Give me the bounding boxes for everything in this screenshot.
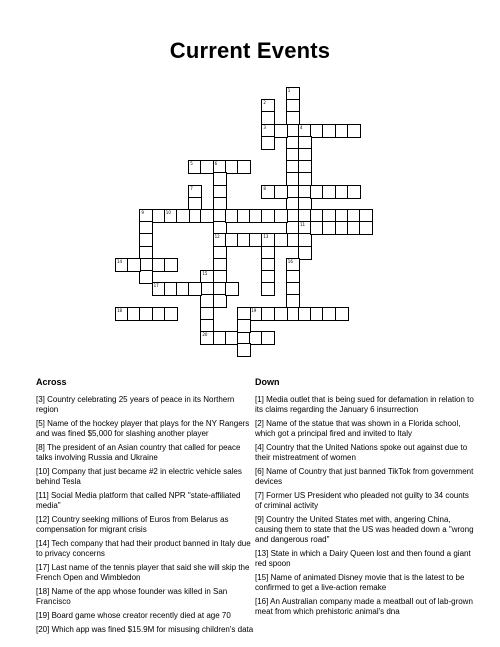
crossword-cell[interactable]	[274, 185, 288, 199]
crossword-cell[interactable]	[237, 343, 251, 357]
cell-number: 1	[287, 88, 291, 93]
cell-number: 13	[263, 234, 269, 240]
clue-text: Which app was fined $15.9M for misusing children's data	[49, 625, 254, 634]
clue-text: Country the United States met with, angering China, causing them to state that the US was headed down a "wrong and dangerous road"	[255, 515, 474, 544]
clue-text: Country celebrating 25 years of peace in its Northern region	[36, 395, 235, 414]
across-clue-list	[36, 395, 256, 639]
crossword-cell[interactable]	[335, 307, 349, 321]
page-title: Current Events	[169, 38, 331, 63]
clue-number: [9]	[255, 515, 264, 524]
crossword-cell[interactable]	[274, 124, 288, 138]
across-clue	[36, 443, 256, 463]
crossword-cell[interactable]	[261, 331, 275, 345]
clue-number: [1]	[255, 395, 264, 404]
cell-number: 16	[287, 258, 293, 264]
cell-number: 17	[153, 283, 159, 289]
down-clue-list	[255, 395, 475, 621]
clue-text: Company that just became #2 in electric vehicle sales behind Tesla	[36, 467, 242, 486]
clue-text: Media outlet that is being sued for defamation in relation to its claims regarding the January 6 insurrection	[255, 395, 474, 414]
clue-number: [2]	[255, 419, 264, 428]
clue-number: [17]	[36, 563, 50, 572]
clue-number: [18]	[36, 587, 50, 596]
clue-text: Board game whose creator recently died at age 70	[49, 611, 231, 620]
clue-text: Name of the statue that was shown in a Florida school, which got a principal fired and invited to Italy	[255, 419, 461, 438]
clue-text: An Australian company made a meatball out of lab-grown meat from which prehistoric animal's dna	[255, 597, 473, 616]
clue-number: [7]	[255, 491, 264, 500]
down-clue	[255, 467, 475, 487]
across-clue	[36, 539, 256, 559]
clue-number: [13]	[255, 549, 269, 558]
down-clue	[255, 549, 475, 569]
crossword-cell[interactable]	[176, 209, 190, 223]
clue-number: [15]	[255, 573, 269, 582]
crossword-cell[interactable]	[200, 209, 214, 223]
clue-number: [11]	[36, 491, 49, 500]
crossword-cell[interactable]	[261, 282, 275, 296]
clue-text: Name of animated Disney movie that is the latest to be confirmed to get a live-action remake	[255, 573, 465, 592]
clue-number: [16]	[255, 597, 269, 606]
cell-number: 2	[263, 100, 266, 106]
across-clue	[36, 611, 256, 621]
crossword-cell[interactable]	[164, 258, 178, 272]
cell-number: 12	[214, 234, 220, 240]
crossword-cell[interactable]	[127, 258, 141, 272]
down-clue	[255, 515, 475, 545]
crossword-cell[interactable]	[359, 221, 373, 235]
cell-number: 19	[251, 307, 257, 313]
cell-number: 18	[117, 307, 123, 313]
down-clue	[255, 573, 475, 593]
crossword-cell[interactable]	[274, 209, 288, 223]
cell-number: 15	[202, 271, 208, 276]
cell-number: 5	[190, 161, 193, 167]
clue-number: [8]	[36, 443, 45, 452]
clue-number: [14]	[36, 539, 50, 548]
clue-number: [3]	[36, 395, 45, 404]
clue-number: [5]	[36, 419, 45, 428]
crossword-cell[interactable]	[237, 319, 251, 333]
cell-number: 10	[165, 210, 171, 215]
across-clue	[36, 419, 256, 439]
crossword-cell[interactable]	[298, 246, 312, 260]
clue-text: State in which a Dairy Queen lost and then found a giant red spoon	[255, 549, 471, 568]
down-clue	[255, 395, 475, 415]
cell-number: 7	[190, 185, 193, 191]
down-clue	[255, 443, 475, 463]
across-clue	[36, 625, 256, 635]
clue-text: Country that the United Nations spoke out against due to their mistreatment of women	[255, 443, 468, 462]
down-clue	[255, 419, 475, 439]
cell-number: 20	[202, 332, 208, 337]
crossword-cell[interactable]	[274, 307, 288, 321]
crossword-cell[interactable]	[347, 185, 361, 199]
clue-number: [6]	[255, 467, 264, 476]
crossword-cell[interactable]	[274, 233, 288, 247]
clue-text: Name of the app whose founder was killed in San Francisco	[36, 587, 228, 606]
across-clue	[36, 491, 256, 511]
clue-text: Name of Country that just banned TikTok from government devices	[255, 467, 474, 486]
cell-number: 3	[263, 124, 266, 130]
crossword-cell[interactable]	[237, 160, 251, 174]
crossword-cell[interactable]	[261, 136, 275, 150]
across-clue	[36, 563, 256, 583]
crossword-cell[interactable]	[347, 124, 361, 138]
crossword-cell[interactable]	[164, 307, 178, 321]
clue-number: [12]	[36, 515, 50, 524]
crossword-cell[interactable]	[188, 282, 202, 296]
cell-number: 9	[141, 210, 144, 215]
cell-number: 8	[263, 185, 266, 191]
cell-number: 6	[214, 161, 218, 167]
clue-number: [10]	[36, 467, 50, 476]
across-clue	[36, 515, 256, 535]
crossword-cell[interactable]	[225, 282, 239, 296]
across-clue	[36, 395, 256, 415]
cell-number: 4	[300, 124, 303, 130]
clue-number: [4]	[255, 443, 264, 452]
clue-text: Country seeking millions of Euros from Belarus as compensation for migrant crisis	[36, 515, 229, 534]
clue-number: [20]	[36, 625, 50, 634]
clue-number: [19]	[36, 611, 50, 620]
clue-text: Social Media platform that called NPR "state-affiliated media"	[36, 491, 241, 510]
clue-text: Former US President who pleaded not guilty to 34 counts of criminal activity	[255, 491, 469, 510]
down-heading: Down	[255, 377, 280, 387]
crossword-cell[interactable]	[213, 294, 227, 308]
across-clue	[36, 587, 256, 607]
clue-text: Last name of the tennis player that said she will skip the French Open and Wimbledon	[36, 563, 250, 582]
down-clue	[255, 597, 475, 617]
clue-text: Tech company that had their product banned in Italy due to privacy concerns	[36, 539, 251, 558]
across-clue	[36, 467, 256, 487]
cell-number: 14	[117, 258, 123, 264]
across-heading: Across	[36, 377, 67, 387]
clue-text: The president of an Asian country that called for peace talks involving Russia and Ukraine	[36, 443, 241, 462]
down-clue	[255, 491, 475, 511]
cell-number: 11	[300, 222, 306, 228]
clue-text: Name of the hockey player that plays for the NY Rangers and was fined $5,000 for slashing another player	[36, 419, 250, 438]
